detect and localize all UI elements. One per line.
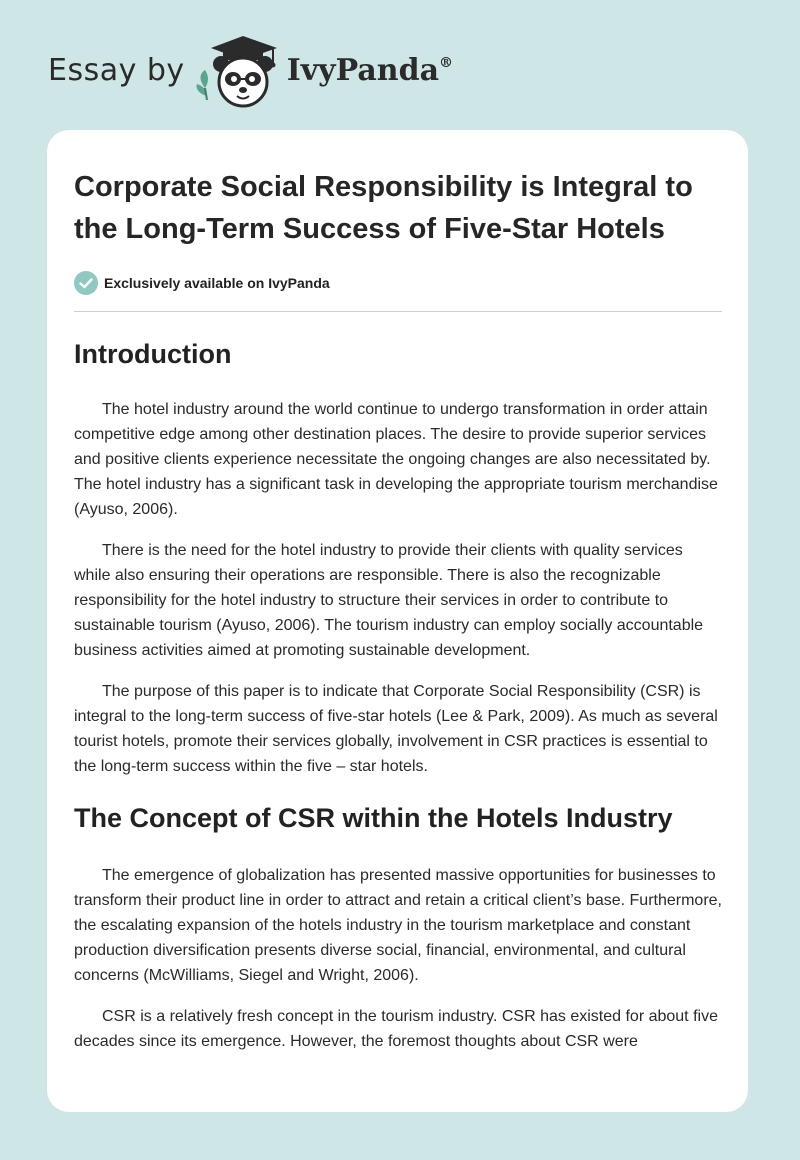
section-heading-csr-concept: The Concept of CSR within the Hotels Industry [74, 803, 673, 833]
exclusive-badge-text: Exclusively available on IvyPanda [104, 275, 330, 291]
title-divider [74, 311, 722, 312]
brand-name: IvyPanda® [286, 52, 454, 88]
brand-prefix: Essay by [48, 52, 185, 88]
check-circle-icon [74, 271, 98, 295]
paragraph: The emergence of globalization has presented massive opportunities for businesses to transform their product line in order to attract and retain a critical client’s base. Furthermore, the escalating expansion of the hotels industry in the tourism marketplace and constant production diversification presents diverse social, financial, environmental, and cultural concerns (McWilliams, Siegel and Wright, 2006). [74, 867, 722, 984]
panda-graduate-icon [193, 30, 283, 110]
site-brand[interactable] [48, 30, 453, 110]
essay-title: Corporate Social Responsibility is Integral to the Long-Term Success of Five-Star Hotels [74, 171, 693, 245]
paragraph: The purpose of this paper is to indicate that Corporate Social Responsibility (CSR) is integral to the long-term success of five-star hotels (Lee & Park, 2009). As much as several tourist hotels, promote their services globally, involvement in CSR practices is essential to the long-term success within the five – star hotels. [74, 683, 718, 775]
paragraph: CSR is a relatively fresh concept in the tourism industry. CSR has existed for about five decades since its emergence. However, the foremost thoughts about CSR were [74, 1008, 718, 1050]
paragraph: There is the need for the hotel industry to provide their clients with quality services while also ensuring their operations are responsible. There is also the recognizable responsibility for the hotel industry to structure their services in order to contribute to sustainable tourism (Ayuso, 2006). The tourism industry can employ socially accountable business activities aimed at promoting sustainable development. [74, 542, 704, 659]
paragraph: The hotel industry around the world continue to undergo transformation in order attain competitive edge among other destination places. The desire to provide superior services and positive clients experience necessitate the ongoing changes are also necessitated by. The hotel industry has a significant task in developing the appropriate tourism merchandise (Ayuso, 2006). [74, 401, 718, 518]
essay-card [47, 130, 748, 1112]
section-heading-introduction: Introduction [74, 339, 232, 369]
exclusive-badge [74, 270, 722, 296]
